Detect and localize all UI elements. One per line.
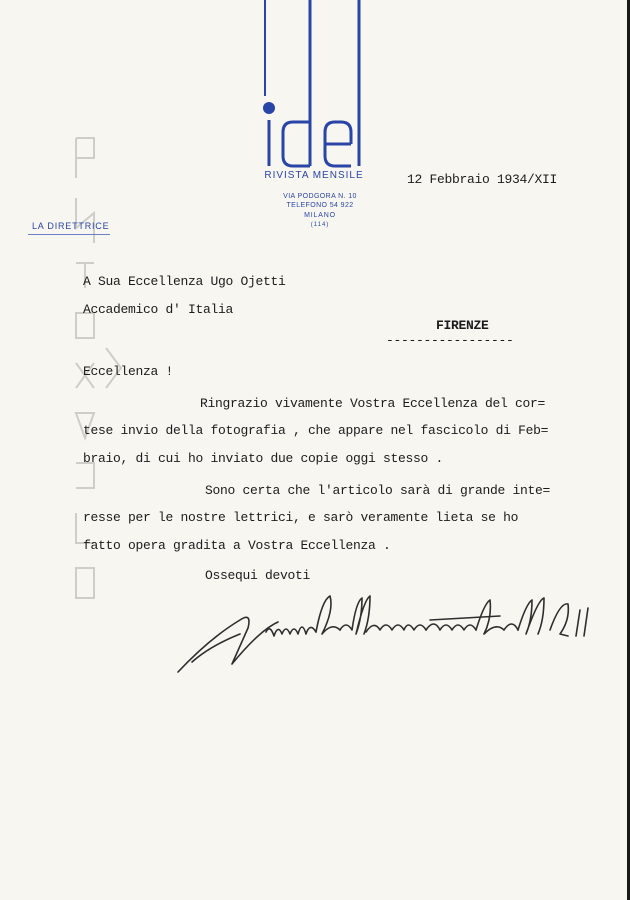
department-rule <box>28 234 110 235</box>
letterhead-phone: TELEFONO 54 922 <box>286 202 354 209</box>
body-line: resse per le nostre lettrici, e sarò veramente lieta se ho <box>83 510 519 525</box>
body-line: Ringrazio vivamente Vostra Eccellenza del cor= <box>200 396 546 411</box>
letterhead-subtitle: RIVISTA MENSILE <box>264 170 364 181</box>
recipient-city: FIRENZE <box>436 318 489 333</box>
letterhead-code: (114) <box>310 222 330 228</box>
letter-date: 12 Febbraio 1934/XII <box>407 172 558 187</box>
salutation: Eccellenza ! <box>83 364 174 379</box>
body-line: fatto opera gradita a Vostra Eccellenza . <box>83 538 391 553</box>
body-line: Sono certa che l'articolo sarà di grande inte= <box>205 483 551 498</box>
recipient-line-2: Accademico d' Italia <box>83 302 234 317</box>
closing: Ossequi devoti <box>205 568 311 583</box>
ide-logo <box>255 0 375 172</box>
letterhead-address: VIA PODGORA N. 10 <box>283 193 357 200</box>
body-line: tese invio della fotografia , che appare nel fascicolo di Feb= <box>83 423 549 438</box>
body-line: braio, di cui ho inviato due copie oggi stesso . <box>83 451 444 466</box>
department-label: LA DIRETTRICE <box>32 221 110 231</box>
recipient-city-underline: ----------------- <box>386 333 514 348</box>
letterhead-city: MILANO <box>304 212 336 219</box>
recipient-line-1: A Sua Eccellenza Ugo Ojetti <box>83 274 286 289</box>
handwritten-signature <box>170 590 630 690</box>
